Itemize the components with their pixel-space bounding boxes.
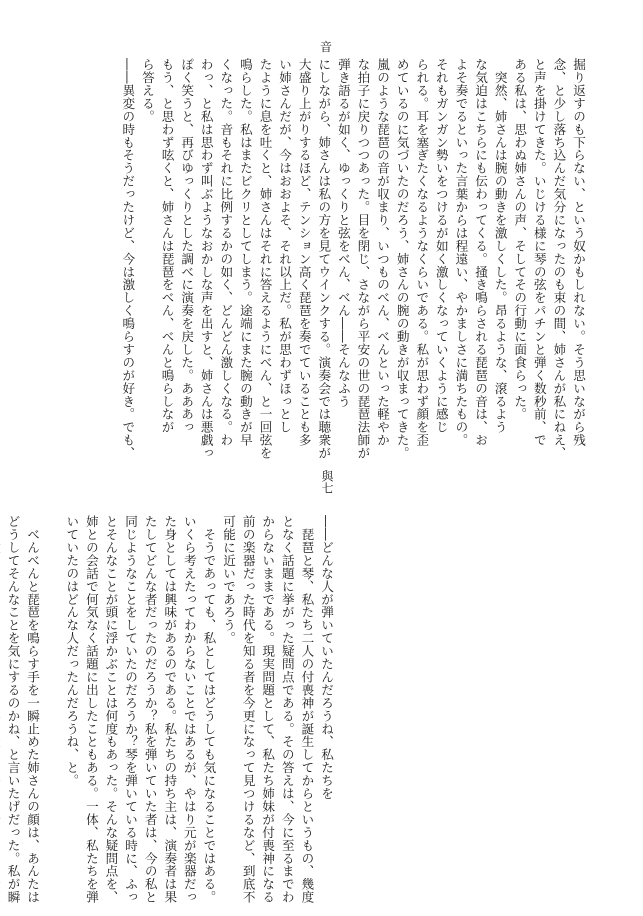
title-text: 音 bbox=[320, 40, 333, 54]
author-name bbox=[320, 470, 334, 497]
page-title bbox=[320, 40, 332, 54]
lower-text-block: ――どんな人が弾いていたんだろうね、私たちを 琵琶と琴、私たち二人の付喪神が誕生してからというもの、幾度 となく話題に挙がった疑問点である。その答えは、今に至るまでわ からないままである。現実問題として、私たち姉妹が付喪神になる 前の楽器だった時代を知る者を今更になって見つけるなど、到底不 可能に近いであろう。 そうであっても、私としてはどうしても気になることではある。 いくら考えたってわからないことではあるが、やはり元が楽器だっ た身としては興味があるのである。私たちの持ち主は、演奏者は果 たしてどんな者だったのだろうか？私を弾いていた者は、今の私と 同じようなことをしていたのだろうか？琴を弾いている時に、ふっ とそんなことが頭に浮かぶことは何度もあった。そんな疑問点を、 姉との会話で何気なく話題に出したこともある。一体、私たちを弾 いていたのはどんな人だったんだろうね、と。 べんべんと琵琶を鳴らす手を一瞬止めた姉さんの顔は、あんたは どうしてそんなことを気にするのかね、と言いたげだった。私が瞬 bbox=[5, 515, 334, 904]
upper-text-block: 掘り返すのも下らない、という奴かもしれない。そう思いながら残 念、と少し落ち込んだ気分になったのも束の間、姉さんが私にねえ、 と声を掛けてきた。いじける様に琴の弦をパチンと弾く数秒前、で ある私は、思わぬ姉さんの声、そしてその行動に面食らった。 突然、姉さんは腕の動きを激しくした。昂るような、滾るよう な気迫はこちらにも伝わってくる。掻き鳴らされる琵琶の音は、お よそ奏でるといった言葉からは程遠い、やかましさに満ちたもの。 それもガンガン勢いをつけるが如く激しくなっていくように感じ られる。耳を塞ぎたくなるようなくらいである。私が思わず顔を歪 めているのに気づいたのだろう、姉さんの腕の動きが収まってきた。 嵐のような琵琶の音が収まり、いつものべん、べんといった軽やか な拍子に戻りつつあった。目を閉じ、さながら平安の世の琵琶法師が 弾き語るが如く、ゆっくりと弦をべん、べん――そんなふう にしながら、姉さんは私の方を見てウインクする。演奏会では聴衆が 大盛り上がりするほど、テンション高く琵琶を奏でていることも多 い姉さんだが、今はおおよそ、それ以上だ。私が思わずほっとし たように息を吐くと、姉さんはそれに答えるようにべん、と一回弦を 鳴らした。私はまたビクリとしてしまう。途端にまた腕の動きが早 くなった。音もそれに比例するかの如く、どんどん激しくなる。わ わっ、と私は思わず叫ぶようなおかしな声を出すと、姉さんは悪戯っ ぽく笑うと、再びゆっくりとした調べに演奏を戻した。あああっ もう、と思わず呟くと、姉さんは琵琶をべん、べんと鳴らしなが ら答える。 ――異変の時もそうだったけど、今は激しく鳴らすのが好き。でも、 bbox=[120, 58, 586, 460]
author-text: 與七 bbox=[320, 470, 334, 494]
